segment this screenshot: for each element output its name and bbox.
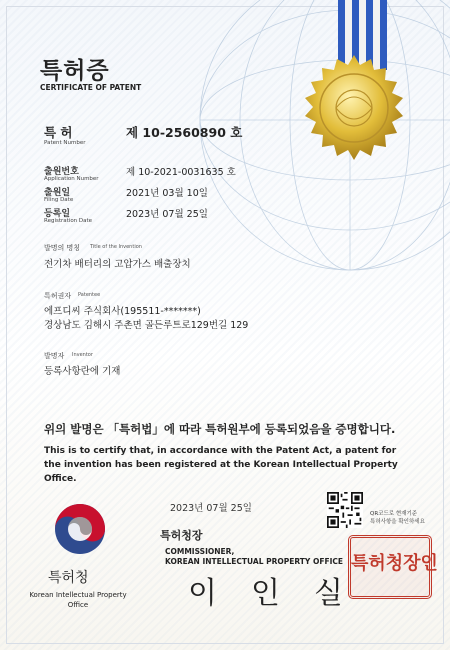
filing-date-label: 출원일 bbox=[44, 188, 71, 198]
qr-note-line-2: 특허사항을 확인하세요 bbox=[370, 519, 425, 525]
application-number-label-en: Application Number bbox=[44, 176, 99, 182]
inventor-value: 등록사항란에 기재 bbox=[44, 366, 121, 377]
taegeuk-logo-icon bbox=[54, 503, 106, 555]
inventor-label: 발명자 bbox=[44, 352, 65, 360]
commissioner-title: 특허청장 bbox=[160, 529, 203, 542]
patent-number-label-en: Patent Number bbox=[44, 140, 86, 146]
patentee-label-en: Patentee bbox=[78, 292, 101, 298]
filing-date-value: 2021년 03월 10일 bbox=[126, 188, 208, 199]
commissioner-title-en-line-2: KOREAN INTELLECTUAL PROPERTY OFFICE bbox=[165, 557, 344, 566]
kipo-logo-text-en: Korean Intellectual Property Office bbox=[29, 591, 127, 609]
certificate-title-en: CERTIFICATE OF PATENT bbox=[40, 83, 142, 92]
seal-text: 특허청장인 bbox=[351, 553, 438, 574]
patentee-label: 특허권자 bbox=[44, 292, 72, 300]
patent-number-value: 제 10-2560890 호 bbox=[126, 125, 243, 140]
patentee-name: 에프디씨 주식회사(195511-*******) bbox=[44, 306, 201, 317]
patentee-address: 경상남도 김해시 주촌면 골든루트로129번길 129 bbox=[44, 320, 249, 331]
kipo-logo-text: 특허청 bbox=[48, 570, 89, 586]
certification-statement-ko: 위의 발명은 「특허법」에 따라 특허원부에 등록되었음을 증명합니다. bbox=[44, 422, 396, 436]
certificate-title: 특허증 bbox=[40, 58, 110, 84]
application-number-label: 출원번호 bbox=[44, 167, 79, 177]
registration-date-label: 등록일 bbox=[44, 209, 71, 219]
registration-date-value: 2023년 07월 25일 bbox=[126, 209, 208, 220]
invention-title-label: 발명의 명칭 bbox=[44, 244, 81, 252]
qr-code-icon bbox=[327, 492, 363, 528]
filing-date-label-en: Filing Date bbox=[44, 197, 74, 203]
invention-title-value: 전기차 배터리의 고압가스 배출장치 bbox=[44, 259, 191, 270]
qr-note-line-1: QR코드로 현재기준 bbox=[370, 511, 418, 517]
gold-seal-medal-icon bbox=[300, 55, 408, 163]
registration-date-label-en: Registration Date bbox=[44, 218, 93, 224]
qr-note bbox=[370, 510, 425, 526]
official-seal-stamp bbox=[348, 535, 438, 599]
application-number-value: 제 10-2021-0031635 호 bbox=[126, 167, 236, 178]
invention-title-label-en: Title of the Invention bbox=[90, 244, 142, 250]
issue-date: 2023년 07월 25일 bbox=[170, 503, 252, 514]
commissioner-title-en-line-1: COMMISSIONER, bbox=[165, 547, 235, 556]
commissioner-signature: 이인실 bbox=[188, 576, 377, 611]
commissioner-title-en bbox=[165, 547, 343, 567]
inventor-label-en: Inventor bbox=[72, 352, 93, 358]
patent-number-label: 특 허 bbox=[44, 125, 73, 140]
certification-statement-en: This is to certify that, in accordance with the Patent Act, a patent for the invention has been registered at the Korean Intellectual Property Office. bbox=[44, 446, 398, 484]
